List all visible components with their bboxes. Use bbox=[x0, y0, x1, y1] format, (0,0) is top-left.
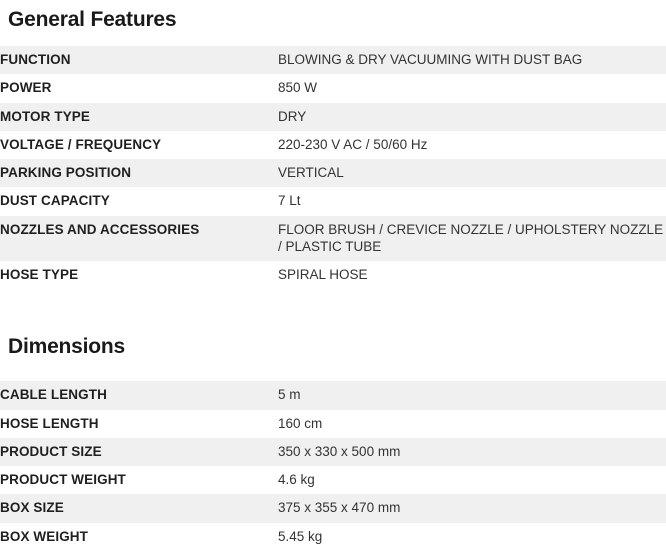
row-label: POWER bbox=[0, 80, 52, 96]
row-label: PRODUCT SIZE bbox=[0, 443, 102, 459]
row-label: PRODUCT WEIGHT bbox=[0, 472, 126, 488]
general-features-table-body bbox=[0, 46, 666, 289]
section-dimensions bbox=[0, 335, 666, 551]
table-row bbox=[0, 438, 666, 466]
row-label: DUST CAPACITY bbox=[0, 193, 110, 209]
row-value: 4.6 kg bbox=[278, 472, 315, 488]
dimensions-title: Dimensions bbox=[8, 335, 126, 359]
row-value: DRY bbox=[278, 108, 307, 124]
row-value: 850 W bbox=[278, 80, 318, 96]
title-spacer bbox=[0, 32, 666, 46]
row-value: 375 x 355 x 470 mm bbox=[278, 500, 401, 516]
table-row bbox=[0, 187, 666, 215]
row-label: HOSE TYPE bbox=[0, 267, 79, 283]
table-row bbox=[0, 466, 666, 494]
dimensions-table-body bbox=[0, 381, 666, 551]
table-row bbox=[0, 523, 666, 551]
row-value: 350 x 330 x 500 mm bbox=[278, 443, 401, 459]
table-row bbox=[0, 216, 666, 262]
row-value: 160 cm bbox=[278, 415, 323, 431]
dimensions-title-spacer bbox=[0, 359, 666, 381]
table-row bbox=[0, 103, 666, 131]
table-row bbox=[0, 261, 666, 289]
row-value: 7 Lt bbox=[278, 193, 301, 209]
general-features-table bbox=[0, 46, 666, 289]
row-label: PARKING POSITION bbox=[0, 165, 132, 181]
row-value: SPIRAL HOSE bbox=[278, 267, 368, 283]
row-label: BOX SIZE bbox=[0, 500, 64, 516]
row-label: MOTOR TYPE bbox=[0, 108, 91, 124]
table-row bbox=[0, 74, 666, 102]
row-value: 5 m bbox=[278, 387, 301, 403]
row-value: 5.45 kg bbox=[278, 528, 323, 544]
dimensions-table bbox=[0, 381, 666, 551]
row-label: BOX WEIGHT bbox=[0, 528, 88, 544]
row-value: BLOWING & DRY VACUUMING WITH DUST BAG bbox=[278, 52, 583, 67]
table-row bbox=[0, 46, 666, 74]
row-value: VERTICAL bbox=[278, 165, 344, 181]
row-label: HOSE LENGTH bbox=[0, 415, 99, 431]
table-row bbox=[0, 131, 666, 159]
row-label: NOZZLES AND ACCESSORIES bbox=[0, 221, 200, 237]
row-label: VOLTAGE / FREQUENCY bbox=[0, 136, 162, 152]
section-gap bbox=[0, 289, 666, 335]
table-row bbox=[0, 381, 666, 409]
row-value: 220-230 V AC / 50/60 Hz bbox=[278, 136, 428, 152]
table-row bbox=[0, 159, 666, 187]
row-label: CABLE LENGTH bbox=[0, 387, 107, 403]
table-row bbox=[0, 410, 666, 438]
row-value: FLOOR BRUSH / CREVICE NOZZLE / UPHOLSTERY NOZZLE / PLASTIC TUBE bbox=[278, 221, 664, 254]
row-label: FUNCTION bbox=[0, 52, 71, 67]
page-title: General Features bbox=[8, 8, 177, 31]
